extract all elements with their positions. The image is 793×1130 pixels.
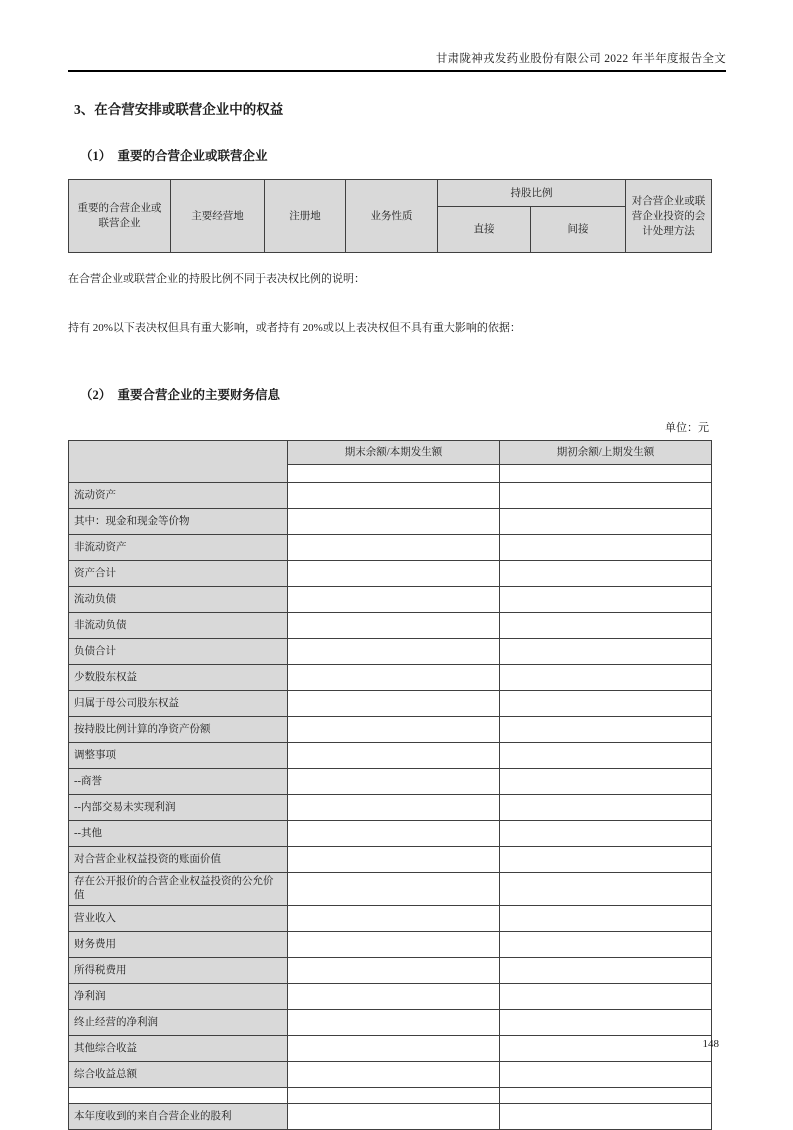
row-label: 负债合计 [69,639,288,665]
value-cell [288,639,500,665]
row-label: 其中：现金和现金等价物 [69,509,288,535]
value-cell [500,769,712,795]
table-row [69,958,712,984]
value-cell [500,1088,712,1104]
row-label: --内部交易未实现利润 [69,795,288,821]
value-cell [288,691,500,717]
table-row [69,821,712,847]
row-label: 所得税费用 [69,958,288,984]
value-cell [288,1036,500,1062]
table-row [69,587,712,613]
table-row [69,1036,712,1062]
value-cell [288,587,500,613]
row-label: 流动资产 [69,483,288,509]
table-row [69,639,712,665]
value-cell [500,535,712,561]
running-header [68,0,726,72]
value-cell [500,1104,712,1130]
row-label: 对合营企业权益投资的账面价值 [69,847,288,873]
table-row [69,743,712,769]
value-cell [288,1062,500,1088]
page-number: 148 [702,1038,719,1050]
value-cell [288,509,500,535]
value-cell [500,587,712,613]
col-header-ending-balance: 期末余额/本期发生额 [288,441,500,465]
table-row [69,561,712,587]
value-cell [288,847,500,873]
financial-info-table [68,440,712,1130]
value-cell [288,984,500,1010]
value-cell [500,984,712,1010]
value-cell [500,847,712,873]
row-label: 少数股东权益 [69,665,288,691]
row-label: --其他 [69,821,288,847]
value-cell [500,743,712,769]
row-label: 其他综合收益 [69,1036,288,1062]
value-cell [288,717,500,743]
joint-venture-header-table [68,179,712,253]
value-cell [288,932,500,958]
col-header-direct: 直接 [438,207,531,253]
value-cell [500,1062,712,1088]
row-label: 流动负债 [69,587,288,613]
table-row [69,1010,712,1036]
table-row [69,1104,712,1130]
unit-label: 单位：元 [665,422,709,434]
value-cell [288,873,500,906]
table-row [69,906,712,932]
value-cell [288,795,500,821]
value-cell [288,821,500,847]
value-cell [288,535,500,561]
table-header-row [69,180,712,207]
row-label: 按持股比例计算的净资产份额 [69,717,288,743]
table-row-blank [69,1088,712,1104]
table-row [69,483,712,509]
table-row [69,535,712,561]
row-label [69,1088,288,1104]
col-header-beginning-balance: 期初余额/上期发生额 [500,441,712,465]
section-heading: 3、在合营安排或联营企业中的权益 [74,102,284,117]
row-label: 存在公开报价的合营企业权益投资的公允价值 [69,873,288,906]
col-header-main-place: 主要经营地 [171,180,265,253]
voting-ratio-note: 在合营企业或联营企业的持股比例不同于表决权比例的说明： [68,273,365,285]
row-label: 资产合计 [69,561,288,587]
value-cell [500,691,712,717]
row-label: 归属于母公司股东权益 [69,691,288,717]
row-label: --商誉 [69,769,288,795]
value-cell [288,769,500,795]
table-row [69,509,712,535]
table-row [69,932,712,958]
value-cell [288,561,500,587]
col-header-business-nature: 业务性质 [346,180,438,253]
row-label: 本年度收到的来自合营企业的股利 [69,1104,288,1130]
col-header-entity: 重要的合营企业或联营企业 [69,180,171,253]
row-label: 净利润 [69,984,288,1010]
value-cell [288,958,500,984]
value-cell [500,665,712,691]
table-row [69,795,712,821]
table-row [69,873,712,906]
table-row [69,847,712,873]
value-cell [500,932,712,958]
value-cell [500,509,712,535]
value-cell [500,1036,712,1062]
row-label: 营业收入 [69,906,288,932]
value-cell [288,1010,500,1036]
value-cell [500,465,712,483]
col-header-indirect: 间接 [531,207,626,253]
table-row [69,1062,712,1088]
value-cell [288,665,500,691]
value-cell [500,873,712,906]
col-header-registration-place: 注册地 [265,180,346,253]
financial-table-header-row [69,441,712,465]
subsection-1-heading: （1） 重要的合营企业或联营企业 [80,149,268,163]
table-row [69,984,712,1010]
col-header-shareholding-ratio: 持股比例 [438,180,626,207]
value-cell [500,483,712,509]
value-cell [288,465,500,483]
value-cell [500,613,712,639]
value-cell [288,483,500,509]
subsection-2-heading: （2） 重要合营企业的主要财务信息 [80,388,281,402]
value-cell [500,639,712,665]
value-cell [500,958,712,984]
row-label: 调整事项 [69,743,288,769]
col-header-accounting-method: 对合营企业或联营企业投资的会计处理方法 [626,180,712,253]
row-label: 终止经营的净利润 [69,1010,288,1036]
table-row [69,691,712,717]
value-cell [288,1104,500,1130]
value-cell [500,1010,712,1036]
significant-influence-note: 持有 20%以下表决权但具有重大影响，或者持有 20%或以上表决权但不具有重大影响的依据： [68,322,521,334]
table-row [69,613,712,639]
value-cell [288,906,500,932]
value-cell [500,821,712,847]
row-label: 非流动资产 [69,535,288,561]
table-row [69,769,712,795]
value-cell [500,795,712,821]
value-cell [500,717,712,743]
value-cell [288,1088,500,1104]
table-row [69,717,712,743]
running-header-text: 甘肃陇神戎发药业股份有限公司 2022 年半年度报告全文 [435,53,726,65]
value-cell [500,906,712,932]
value-cell [500,561,712,587]
row-label: 综合收益总额 [69,1062,288,1088]
row-label: 财务费用 [69,932,288,958]
value-cell [288,613,500,639]
row-label: 非流动负债 [69,613,288,639]
corner-cell [69,441,288,483]
value-cell [288,743,500,769]
table-row [69,665,712,691]
